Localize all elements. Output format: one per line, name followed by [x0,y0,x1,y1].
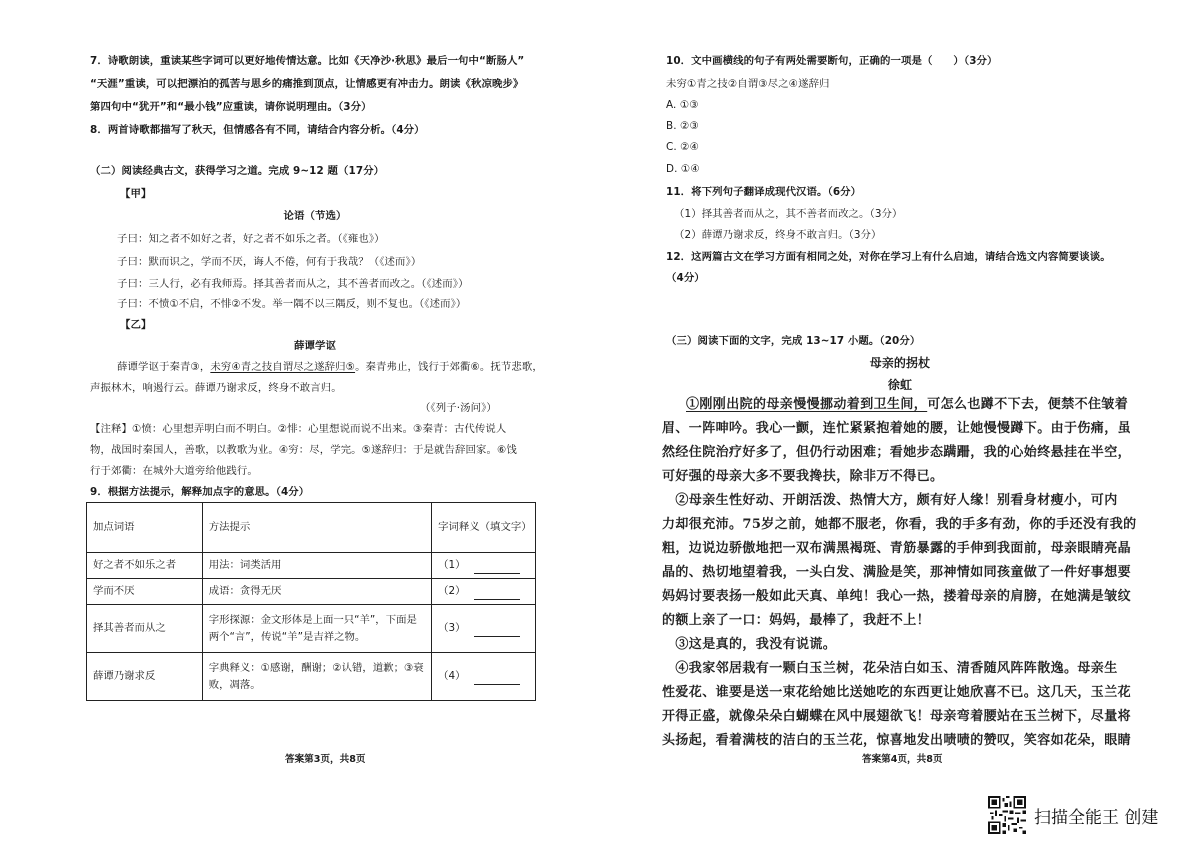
table-cell-answer [432,653,536,701]
table-cell-word: 薛谭乃谢求反 [87,653,203,701]
qr-code-icon [988,796,1026,834]
q12-line-1: 12．这两篇古文在学习方面有相同之处，对你在学习上有什么启迪，请结合选文内容简要谈谈。 [666,251,1111,263]
story-title: 母亲的拐杖 [869,356,931,370]
story-line: 的额上亲了一口：妈妈，最棒了，我赶不上！ [662,613,931,628]
notes-line-2: 物，战国时秦国人，善歌，以教歌为业。④穷：尽，学完。⑤遂辞归：于是就告辞回家。⑥饯 [90,444,517,456]
q7-line-1: 7．诗歌朗读，重读某些字词可以更好地传情达意。比如《天净沙·秋思》最后一句中“断肠人” [90,55,525,67]
lunyu-line-4: 子曰：不愤①不启，不悱②不发。举一隅不以三隅反，则不复也。（《述而》） [117,298,467,310]
q12-line-2: （4分） [666,272,705,284]
table-cell-word: 学而不厌 [87,579,203,605]
story-line: 妈妈讨要表扬一般如此天真、单纯！我心一热，搂着母亲的肩膀，在她满是皱纹 [662,589,1132,604]
section-2-title: （二）阅读经典古文，获得学习之道。完成 9~12 题（17分） [90,165,385,177]
notes-line-3: 行于郊衢：在城外大道旁给他践行。 [90,465,258,477]
table-cell-word: 好之者不如乐之者 [87,553,203,579]
story-line: ④我家邻居栽有一颗白玉兰树，花朵洁白如玉、清香随风阵阵散逸。母亲生 [662,661,1118,676]
table-row [87,553,536,579]
story-line: ②母亲生性好动、开朗活泼、热情大方，颇有好人缘！别看身材瘦小，可内 [662,493,1118,508]
table-cell-answer [432,605,536,653]
table-cell-hint: 字典释义：①感谢，酬谢；②认错，道歉；③衰败，凋落。 [202,653,431,701]
story-line: 可好强的母亲大多不要我搀扶，除非万不得已。 [662,469,944,484]
table-row [87,653,536,701]
watermark-text: 扫描全能王 创建 [1034,807,1159,828]
lunyu-line-1: 子曰：知之者不如好之者，好之者不如乐之者。（《雍也》） [117,233,385,245]
lunyu-line-2: 子曰：默而识之，学而不厌，诲人不倦，何有于我哉？（《述而》） [117,256,422,268]
story-line-1-rest: 可怎么也蹲不下去，便禁不住皱着 [927,397,1129,412]
story-line: 晶的、热切地望着我，一头白发、满脸是笑，那神情如同孩童做了一件好事想要 [662,565,1132,580]
story-line: 性爱花、谁要是送一束花给她比送她吃的东西更让她欣喜不已。这几天，玉兰花 [662,685,1132,700]
q10-option-c: C. ②④ [666,141,699,153]
q11: 11．将下列句子翻译成现代汉语。（6分） [666,186,862,198]
story-line: 力却很充沛。75岁之前，她都不服老，你看，我的手多有劲，你的手还没有我的 [662,517,1137,532]
answer-number: （2） [438,585,466,597]
xue-underlined-sentence: 未穷④青之技自谓尽之遂辞归⑤ [210,361,356,373]
page-footer: 答案第4页，共8页 [862,754,943,765]
answer-blank[interactable] [474,589,520,600]
story-line-1 [686,394,1128,416]
q10-option-d: D. ①④ [666,163,700,175]
table-header: 加点词语 [87,503,203,553]
table-cell-hint: 成语：贪得无厌 [202,579,431,605]
label-yi: 【乙】 [120,319,152,331]
section-3-title: （三）阅读下面的文字，完成 13~17 小题。（20分） [666,335,921,347]
label-jia: 【甲】 [120,188,152,200]
story-author: 徐虹 [887,378,913,392]
story-line: 然经住院治疗好多了，但仍行动困难；看她步态蹒跚，我的心始终悬挂在半空， [662,445,1132,460]
xue-source: （《列子·汤问》） [420,402,497,414]
q10-option-a: A. ①③ [666,99,699,111]
q8: 8．两首诗歌都描写了秋天，但情感各有不同，请结合内容分析。（4分） [90,124,425,136]
table-cell-hint: 字形探源：金文形体是上面一只“羊”，下面是两个“言”，传说“羊”是吉祥之物。 [202,605,431,653]
table-cell-word: 择其善者而从之 [87,605,203,653]
q7-line-2: “天涯”重读，可以把漂泊的孤苦与思乡的痛推到顶点，让情感更有冲击力。朗读《秋凉晚步》 [90,78,524,90]
story-underlined-sentence: ①刚刚出院的母亲慢慢挪动着到卫生间， [686,397,928,412]
table-cell-hint: 用法：词类活用 [202,553,431,579]
page-footer: 答案第3页，共8页 [285,754,366,765]
xue-title: 薛谭学讴 [294,340,336,352]
q9: 9．根据方法提示，解释加点字的意思。（4分） [90,486,310,498]
table-header-row [87,503,536,553]
q10-option-b: B. ②③ [666,120,699,132]
right-page [600,0,1200,847]
xue-p1-start: 薛谭学讴于秦青③， [117,361,211,373]
scanner-watermark [988,796,1158,834]
table-cell-answer [432,553,536,579]
q9-table [86,502,536,701]
q11-item-1: （1）择其善者而从之，其不善者而改之。（3分） [674,208,903,220]
q7-line-3: 第四句中“犹开”和“最小钱”应重读，请你说明理由。（3分） [90,101,372,113]
answer-number: （4） [438,670,466,682]
story-line: 开得正盛，就像朵朵白蝴蝶在风中展翅欲飞！母亲弯着腰站在玉兰树下，尽量将 [662,709,1132,724]
xue-paragraph-line-1 [117,360,543,374]
notes-line-1: 【注释】①愤：心里想弄明白而不明白。②悱：心里想说而说不出来。③秦青：古代传说人 [90,423,507,435]
story-line: ③这是真的，我没有说谎。 [662,637,837,652]
story-line: 头扬起，看着满枝的洁白的玉兰花，惊喜地发出啧啧的赞叹，笑容如花朵，眼睛 [662,733,1132,748]
answer-blank[interactable] [474,563,520,574]
story-line: 眉、一阵呻吟。我心一颤，连忙紧紧抱着她的腰，让她慢慢蹲下。由于伤痛，虽 [662,421,1132,436]
q10-sentence: 未穷①青之技②自谓③尽之④遂辞归 [666,78,830,90]
table-row [87,605,536,653]
answer-blank[interactable] [474,626,520,637]
story-line: 粗，边说边骄傲地把一双布满黑褐斑、青筋暴露的手伸到我面前，母亲眼睛亮晶 [662,541,1132,556]
answer-blank[interactable] [474,674,520,685]
xue-paragraph-line-2: 声振林木，响遏行云。薛谭乃谢求反，终身不敢言归。 [90,382,342,394]
table-cell-answer [432,579,536,605]
answer-number: （3） [438,622,466,634]
table-header: 字词释义（填文字） [432,503,536,553]
q10: 10．文中画横线的句子有两处需要断句，正确的一项是（ ）（3分） [666,55,998,67]
answer-number: （1） [438,559,466,571]
table-header: 方法提示 [202,503,431,553]
xue-p1-end: 。秦青弗止，饯行于郊衢⑥。抚节悲歌， [355,361,543,373]
q11-item-2: （2）薛谭乃谢求反，终身不敢言归。（3分） [674,229,882,241]
table-row [87,579,536,605]
lunyu-line-3: 子曰：三人行，必有我师焉。择其善者而从之，其不善者而改之。（《述而》） [117,278,469,290]
lunyu-title: 论语（节选） [283,210,347,222]
